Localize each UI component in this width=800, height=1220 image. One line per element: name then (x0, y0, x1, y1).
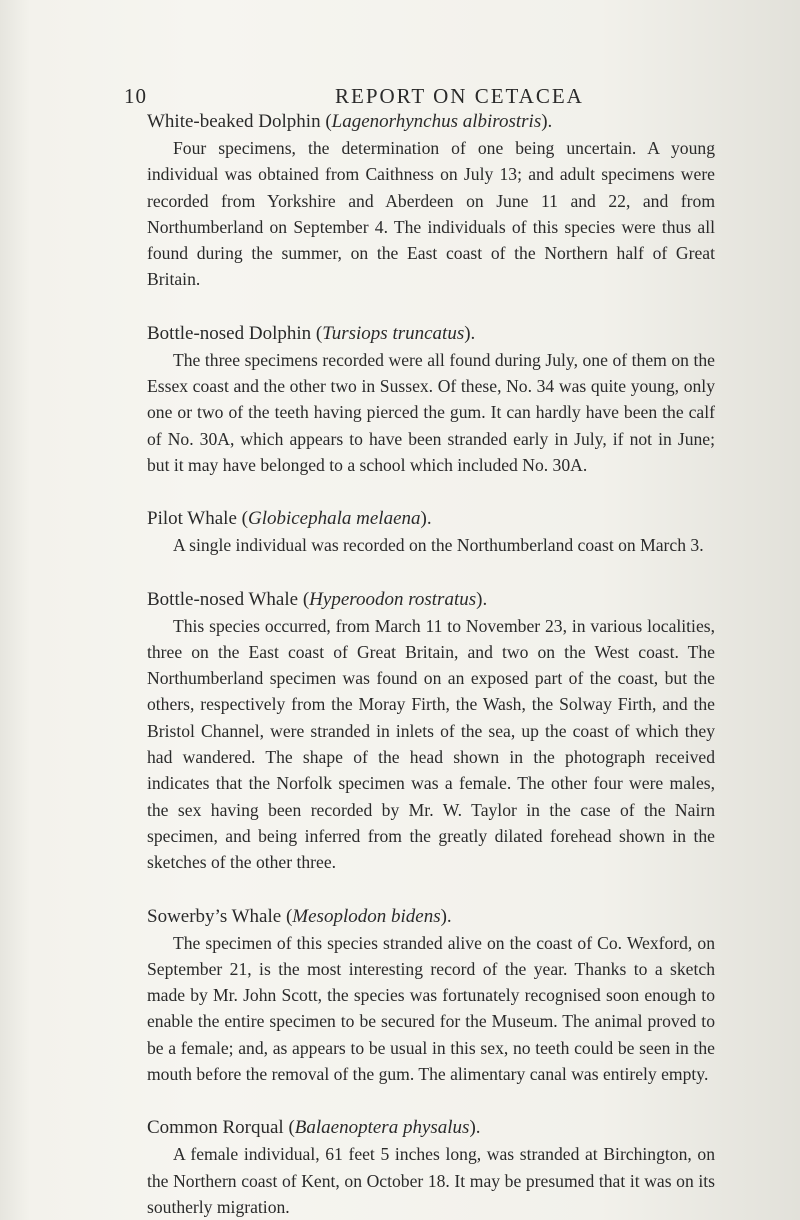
common-name: Sowerby’s Whale (147, 905, 282, 927)
species-paragraph: This species occurred, from March 11 to November 23, in various localities, three on the East coast of Great Britain, and two on the West coast. The Northumberland specimen was found on an exposed part of the coast, but the others, respectively from the Moray Firth, the Wash, the Solway Firth, and the Bristol Channel, were stranded in inlets of the sea, up the coast of which they had wandered. The shape of the head shown in the photograph received indicates that the Norfolk specimen was a female. The other four were males, the sex having been recorded by Mr. W. Taylor in the case of the Nairn specimen, and being inferred from the greatly dilated forehead shown in the sketches of the other three. (147, 615, 715, 873)
species-paragraph: Four specimens, the determination of one being uncertain. A young individual was obtained from Caithness on July 13; and adult specimens were recorded from Yorkshire and Aberdeen on June 11 and 22, and from Northumberland on September 4. The individuals of this species were thus all found during the summer, on the East coast of the Northern half of Great Britain. (147, 138, 715, 290)
scientific-name: Globicephala melaena (247, 508, 421, 530)
species-paragraph: A female individual, 61 feet 5 inches long, was stranded at Birchington, on the Northern coast of Kent, on October 18. It may be presumed that it was on its southerly migration. (147, 1144, 715, 1217)
species-heading: Common Rorqual (Balaenoptera physalus). (147, 1117, 481, 1139)
species-paragraph: The specimen of this species stranded alive on the coast of Co. Wexford, on September 21, is the most interesting record of the year. Thanks to a sketch made by Mr. John Scott, the species was fortunately recognised soon enough to enable the entire specimen to be secured for the Museum. The animal proved to be a female; and, as appears to be usual in this sex, no teeth could be seen in the mouth before the removal of the gum. The alimentary canal was entirely empty. (147, 932, 715, 1085)
scientific-name: Lagenorhynchus albirostris (331, 111, 542, 132)
common-name: Common Rorqual (147, 1117, 284, 1139)
species-heading: White-beaked Dolphin (Lagenorhynchus albirostris). (147, 111, 553, 132)
species-section-white-beaked-dolphin (147, 108, 715, 293)
common-name: Pilot Whale (147, 508, 237, 530)
species-heading: Sowerby’s Whale (Mesoplodon bidens). (147, 905, 452, 927)
species-section-sowerbys-whale (147, 903, 715, 1088)
scientific-name: Tursiops truncatus (322, 322, 465, 344)
common-name: White-beaked Dolphin (147, 111, 321, 132)
species-paragraph: The three specimens recorded were all found during July, one of them on the Essex coast and the other two in Sussex. Of these, No. 34 was quite young, only one or two of the teeth having pierced the gum. It can hardly have been the calf of No. 30A, which appears to have been stranded early in July, if not in June; but it may have belonged to a school which included No. 30A. (147, 349, 715, 475)
scientific-name: Balaenoptera physalus (294, 1117, 470, 1139)
species-section-common-rorqual (147, 1114, 715, 1220)
running-head: REPORT ON CETACEA (335, 84, 584, 108)
page-number: 10 (124, 84, 147, 108)
species-section-pilot-whale (147, 505, 715, 558)
species-heading: Bottle-nosed Dolphin (Tursiops truncatus). (147, 322, 476, 344)
species-heading: Pilot Whale (Globicephala melaena). (147, 508, 432, 530)
common-name: Bottle-nosed Whale (147, 588, 299, 610)
body-text (147, 108, 715, 1220)
species-section-bottle-nosed-whale (147, 586, 715, 876)
scientific-name: Hyperoodon rostratus (309, 588, 477, 610)
scientific-name: Mesoplodon bidens (292, 905, 441, 927)
common-name: Bottle-nosed Dolphin (147, 322, 312, 344)
species-paragraph: A single individual was recorded on the Northumberland coast on March 3. (173, 535, 704, 556)
species-section-bottle-nosed-dolphin (147, 320, 715, 478)
species-heading: Bottle-nosed Whale (Hyperoodon rostratus). (147, 588, 488, 610)
